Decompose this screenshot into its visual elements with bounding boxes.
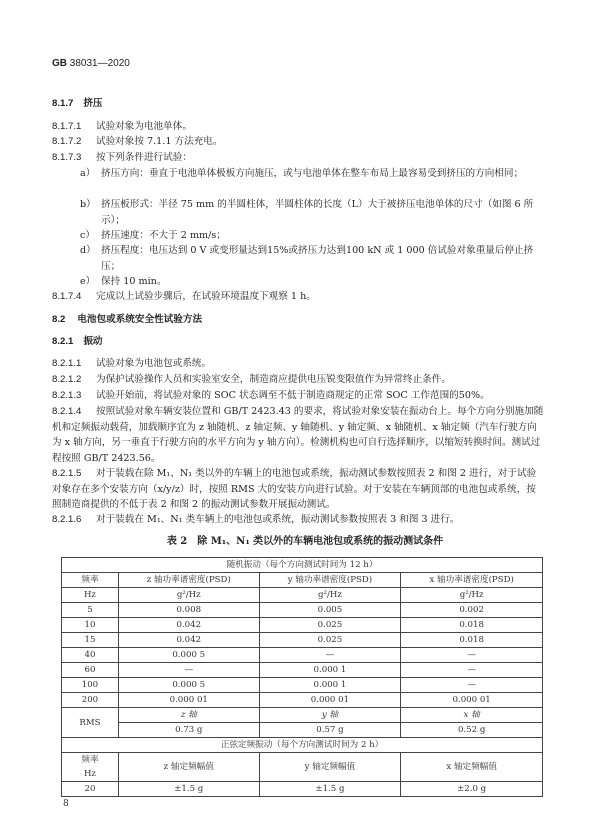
clause-8-2-1-3: [52, 388, 544, 404]
rms-value-z: 0.73 g: [118, 723, 259, 738]
section-title: 振动: [83, 336, 103, 347]
cell-y: —: [259, 648, 401, 663]
clause-number: 8.2.1.4: [52, 406, 82, 417]
clause-number: 8.2.1.2: [52, 374, 82, 385]
rms-value-y: 0.57 g: [259, 723, 401, 738]
clause-number: 8.2.1.6: [52, 514, 82, 525]
list-item-label: b）: [80, 199, 96, 210]
list-item-label: c）: [80, 230, 95, 241]
cell-x: —: [401, 663, 543, 678]
list-item-label: d）: [80, 245, 96, 256]
cell-y: 0.000 1: [259, 678, 401, 693]
cell-y: ±1.5 g: [259, 782, 401, 797]
standard-id: [52, 58, 130, 69]
clause-8-1-7-4: [52, 289, 544, 305]
cell-freq: 40: [62, 648, 119, 663]
cell-x: 0.002: [401, 603, 543, 618]
cell-y: 0.005: [259, 603, 401, 618]
clause-text: 对于装载在除 M₁、N₁ 类以外的车辆上的电池包或系统，振动测试参数按照表 2 和图 2 进行，对于试验对象存在多个安装方向（x/y/z）时，按照 RMS 大的安装方向进行试验。对于安装在车辆顶部的电池包或系统，按照制造商提供的不低于表 2 和图 2 的振动测试参数开展振动测试。: [52, 468, 537, 510]
clause-number: 8.1.7.1: [52, 121, 82, 132]
table-row: [62, 693, 543, 708]
list-item-text: 挤压程度：电压达到 0 V 或变形量达到15%或挤压力达到100 kN 或 1 000 倍试验对象重量后停止挤压；: [101, 245, 534, 272]
clause-8-2-1-5: [52, 466, 544, 513]
clause-number: 8.1.7.3: [52, 152, 82, 163]
list-item: [80, 197, 544, 228]
clause-8-1-7-2: [52, 134, 544, 150]
freq-unit: Hz: [62, 588, 119, 603]
cell-y: 0.000 01: [259, 693, 401, 708]
list-item: [80, 274, 544, 290]
table-row: [62, 618, 543, 633]
clause-text: 按下列条件进行试验：: [96, 152, 192, 163]
clause-number: 8.2.1.5: [52, 468, 82, 479]
cell-x: ±2.0 g: [401, 782, 543, 797]
clause-text: 试验开始前，将试验对象的 SOC 状态调至不低于制造商规定的正常 SOC 工作范围的50%。: [96, 390, 490, 401]
section-number: 8.2.1: [52, 336, 74, 347]
rms-axis-x: x 轴: [401, 708, 543, 723]
clause-text: 为保护试验操作人员和实验室安全，制造商应提供电压锐变限值作为异常终止条件。: [96, 374, 451, 385]
sine-vibration-title: 正弦定频振动（每个方向测试时间为 2 h）: [62, 738, 543, 753]
cell-freq: 100: [62, 678, 119, 693]
cell-freq: 5: [62, 603, 119, 618]
psd-header-y: y 轴功率谱密度(PSD): [259, 573, 401, 588]
sine-header-x: x 轴定频幅值: [401, 753, 543, 782]
clause-8-2-1-6: [52, 512, 544, 528]
cell-x: —: [401, 648, 543, 663]
section-title: 挤压: [83, 98, 103, 109]
cell-z: ±1.5 g: [118, 782, 259, 797]
cell-z: —: [118, 663, 259, 678]
psd-header-z: z 轴功率谱密度(PSD): [118, 573, 259, 588]
cell-z: 0.042: [118, 633, 259, 648]
psd-header-x: x 轴功率谱密度(PSD): [401, 573, 543, 588]
clause-8-2-1-1: [52, 356, 544, 372]
cell-y: 0.000 1: [259, 663, 401, 678]
cell-freq: 10: [62, 618, 119, 633]
list-item: [80, 243, 544, 274]
table-row: [62, 648, 543, 663]
rms-axis-y: y 轴: [259, 708, 401, 723]
table-caption: 表 2 除 M₁、N₁ 类以外的车辆电池包或系统的振动测试条件: [166, 536, 444, 547]
list-item-text: 挤压板形式：半径 75 mm 的半圆柱体，半圆柱体的长度（L）大于被挤压电池单体的尺寸（如图 6 所示）；: [101, 199, 534, 226]
sine-header-z: z 轴定频幅值: [118, 753, 259, 782]
list-item: [80, 166, 544, 182]
cell-freq: 60: [62, 663, 119, 678]
section-title: 电池包或系统安全性试验方法: [77, 314, 203, 325]
rms-value-x: 0.52 g: [401, 723, 543, 738]
cell-y: 0.025: [259, 633, 401, 648]
section-8-2-1-heading: [52, 334, 103, 349]
clause-8-1-7-3: [52, 150, 544, 166]
table-row: [62, 678, 543, 693]
table-row: [62, 663, 543, 678]
cell-z: 0.000 5: [118, 678, 259, 693]
cell-x: —: [401, 678, 543, 693]
cell-x: 0.018: [401, 633, 543, 648]
rms-label: RMS: [62, 708, 119, 738]
clause-number: 8.1.7.4: [52, 291, 82, 302]
rms-axis-z: z 轴: [118, 708, 259, 723]
clause-text: 按照试验对象车辆安装位置和 GB/T 2423.43 的要求，将试验对象安装在振动台上。每个方向分别施加随机和定频振动载荷，加载顺序宜为 z 轴随机、z 轴定频、y 轴随机、y 轴定频、x 轴随机、x 轴定频（汽车行驶方向为 x 轴方向，另一垂直于行驶方向的水平方向为 y 轴方向）。检测机构也可自行选择顺序，以缩短转换时间。测试过程按照 GB/T 2423.56。: [52, 406, 544, 464]
table-row: [62, 633, 543, 648]
psd-unit: g²/Hz: [401, 588, 543, 603]
cell-z: 0.000 01: [118, 693, 259, 708]
clause-number: 8.2.1.1: [52, 358, 82, 369]
list-item-text: 挤压速度：不大于 2 mm/s；: [101, 230, 226, 241]
clause-8-1-7-1: [52, 119, 544, 135]
list-item-text: 挤压方向：垂直于电池单体极板方向施压，或与电池单体在整车布局上最容易受到挤压的方向相同；: [101, 168, 524, 179]
clause-8-2-1-2: [52, 372, 544, 388]
clause-text: 试验对象按 7.1.1 方法充电。: [96, 136, 223, 147]
clause-text: 完成以上试验步骤后，在试验环境温度下观察 1 h。: [96, 291, 316, 302]
cell-y: 0.025: [259, 618, 401, 633]
psd-unit: g²/Hz: [259, 588, 401, 603]
freq-unit: Hz: [83, 769, 96, 779]
clause-text: 试验对象为电池包或系统。: [96, 358, 212, 369]
section-8-1-7-heading: [52, 96, 103, 111]
section-8-2-heading: [52, 312, 202, 327]
freq-label: 频率: [62, 573, 119, 588]
page-number: 8: [63, 799, 69, 809]
cell-freq: 200: [62, 693, 119, 708]
freq-header: [62, 753, 119, 782]
clause-number: 8.1.7.2: [52, 136, 82, 147]
clause-number: 8.2.1.3: [52, 390, 82, 401]
vibration-test-table: [61, 557, 543, 797]
list-item: [80, 228, 544, 244]
list-item-label: a）: [80, 168, 96, 179]
cell-z: 0.008: [118, 603, 259, 618]
cell-z: 0.000 5: [118, 648, 259, 663]
cell-freq: 20: [62, 782, 119, 797]
freq-label: 频率: [81, 755, 99, 765]
psd-unit: g²/Hz: [118, 588, 259, 603]
section-number: 8.2: [52, 314, 66, 325]
cell-x: 0.000 01: [401, 693, 543, 708]
clause-text: 对于装载在 M₁、N₁ 类车辆上的电池包或系统，振动测试参数按照表 3 和图 3 进行。: [96, 514, 460, 525]
section-number: 8.1.7: [52, 98, 74, 109]
cell-x: 0.018: [401, 618, 543, 633]
clause-8-2-1-4: [52, 404, 544, 466]
random-vibration-title: 随机振动（每个方向测试时间为 12 h）: [62, 558, 543, 573]
standard-number: 38031—2020: [69, 58, 130, 69]
standard-prefix: GB: [52, 58, 67, 69]
cell-freq: 15: [62, 633, 119, 648]
list-item-text: 保持 10 min。: [101, 276, 167, 287]
cell-z: 0.042: [118, 618, 259, 633]
list-item-label: e）: [80, 276, 96, 287]
sine-header-y: y 轴定频幅值: [259, 753, 401, 782]
clause-text: 试验对象为电池单体。: [96, 121, 192, 132]
table-row: [62, 782, 543, 797]
table-row: [62, 603, 543, 618]
